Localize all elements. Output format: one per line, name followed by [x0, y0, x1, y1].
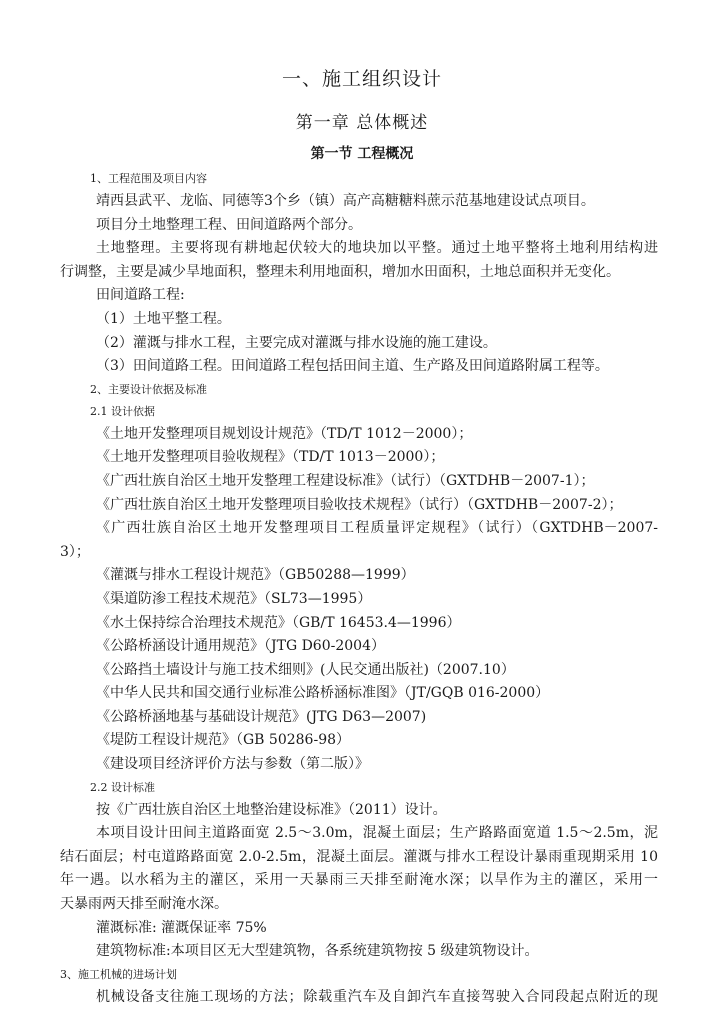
paragraph-land-line1: 土地整理。主要将现有耕地起伏较大的地块加以平整。通过土地平整将土地利用结构进 — [96, 240, 658, 257]
subheading-scope: 1、工程范围及项目内容 — [90, 172, 207, 185]
standard-paragraph: 按《广西壮族自治区土地整治建设标准》（2011）设计。 — [96, 801, 447, 818]
subheading-design-basis: 2.1 设计依据 — [90, 404, 155, 418]
paragraph-land-line2: 行调整，主要是减少旱地面积，整理未利用地面积，增加水田面积，土地总面积并无变化。 — [60, 263, 620, 280]
document-body — [60, 168, 658, 1009]
standard-paragraph-line: 本项目设计田间主道路面宽 2.5～3.0m，混凝土面层；生产路路面宽道 1.5～2.5m，泥 — [96, 825, 658, 842]
reference-item: 《灌溉与排水工程设计规范》（GB50288—1999） — [96, 567, 415, 584]
list-item: （2）灌溉与排水工程，主要完成对灌溉与排水设施的施工建设。 — [96, 334, 497, 351]
reference-item: 《中华人民共和国交通行业标准公路桥涵标准图》（JT/GQB 016-2000） — [96, 685, 550, 702]
subheading-basis: 2、主要设计依据及标准 — [90, 382, 207, 396]
document-title: 一、施工组织设计 — [281, 68, 442, 90]
reference-item: 《水土保持综合治理技术规范》（GB/T 16453.4—1996） — [96, 614, 461, 631]
subheading-machinery-plan: 3、施工机械的进场计划 — [60, 967, 177, 981]
paragraph-road-title: 田间道路工程: — [96, 287, 185, 304]
reference-item: 《渠道防渗工程技术规范》（SL73—1995） — [96, 590, 372, 607]
reference-item: 《堤防工程设计规范》（GB 50286-98） — [96, 732, 351, 749]
standard-paragraph-line: 结石面层；村屯道路路面宽 2.0-2.5m，混凝土面层。灌溉与排水工程设计暴雨重现期采用 10 — [60, 848, 658, 865]
section-heading: 第一节 工程概况 — [310, 146, 414, 162]
building-standard: 建筑物标准:本项目区无大型建筑物，各系统建筑物按 5 级建筑物设计。 — [96, 943, 539, 960]
irrigation-standard: 灌溉标准: 灌溉保证率 75% — [96, 919, 267, 936]
reference-item: 《广西壮族自治区土地开发整理工程建设标准》（试行）（GXTDHB－2007-1）； — [96, 472, 595, 489]
reference-item: 《土地开发整理项目验收规程》（TD/T 1013－2000）； — [96, 449, 445, 466]
reference-item: 《公路桥涵地基与基础设计规范》(JTG D63—2007) — [96, 708, 427, 725]
reference-item: 《广西壮族自治区土地开发整理项目验收技术规程》（试行）（GXTDHB－2007-2）； — [96, 496, 623, 513]
paragraph-parts: 项目分土地整理工程、田间道路两个部分。 — [96, 216, 362, 233]
subheading-design-standard: 2.2 设计标准 — [90, 780, 155, 794]
standard-paragraph-line: 年一遇。以水稻为主的灌区，采用一天暴雨三天排至耐淹水深；以旱作为主的灌区，采用一 — [60, 872, 658, 889]
reference-item-continued: 3）； — [60, 543, 90, 560]
paragraph-project: 靖西县武平、龙临、同德等3个乡（镇）高产高糖糖料蔗示范基地建设试点项目。 — [96, 193, 595, 209]
list-item: （1）土地平整工程。 — [96, 310, 231, 327]
reference-item: 《建设项目经济评价方法与参数（第二版）》 — [96, 756, 369, 773]
reference-item: 《广西壮族自治区土地开发整理项目工程质量评定规程》（试行）（GXTDHB－2007- — [96, 520, 658, 537]
reference-item: 《公路挡土墙设计与施工技术细则》(人民交通出版社)（2007.10） — [96, 661, 515, 678]
paragraph-machinery: 机械设备支往施工现场的方法；除载重汽车及自卸汽车直接驾驶入合同段起点附近的现 — [96, 988, 658, 1005]
chapter-heading: 第一章 总体概述 — [295, 113, 429, 133]
reference-item: 《公路桥涵设计通用规范》（JTG D60-2004） — [96, 638, 385, 655]
reference-item: 《土地开发整理项目规划设计规范》（TD/T 1012－2000）； — [96, 425, 473, 442]
standard-paragraph-line: 天暴雨两天排至耐淹水深。 — [60, 896, 228, 913]
list-item: （3）田间道路工程。田间道路工程包括田间主道、生产路及田间道路附属工程等。 — [96, 358, 609, 375]
